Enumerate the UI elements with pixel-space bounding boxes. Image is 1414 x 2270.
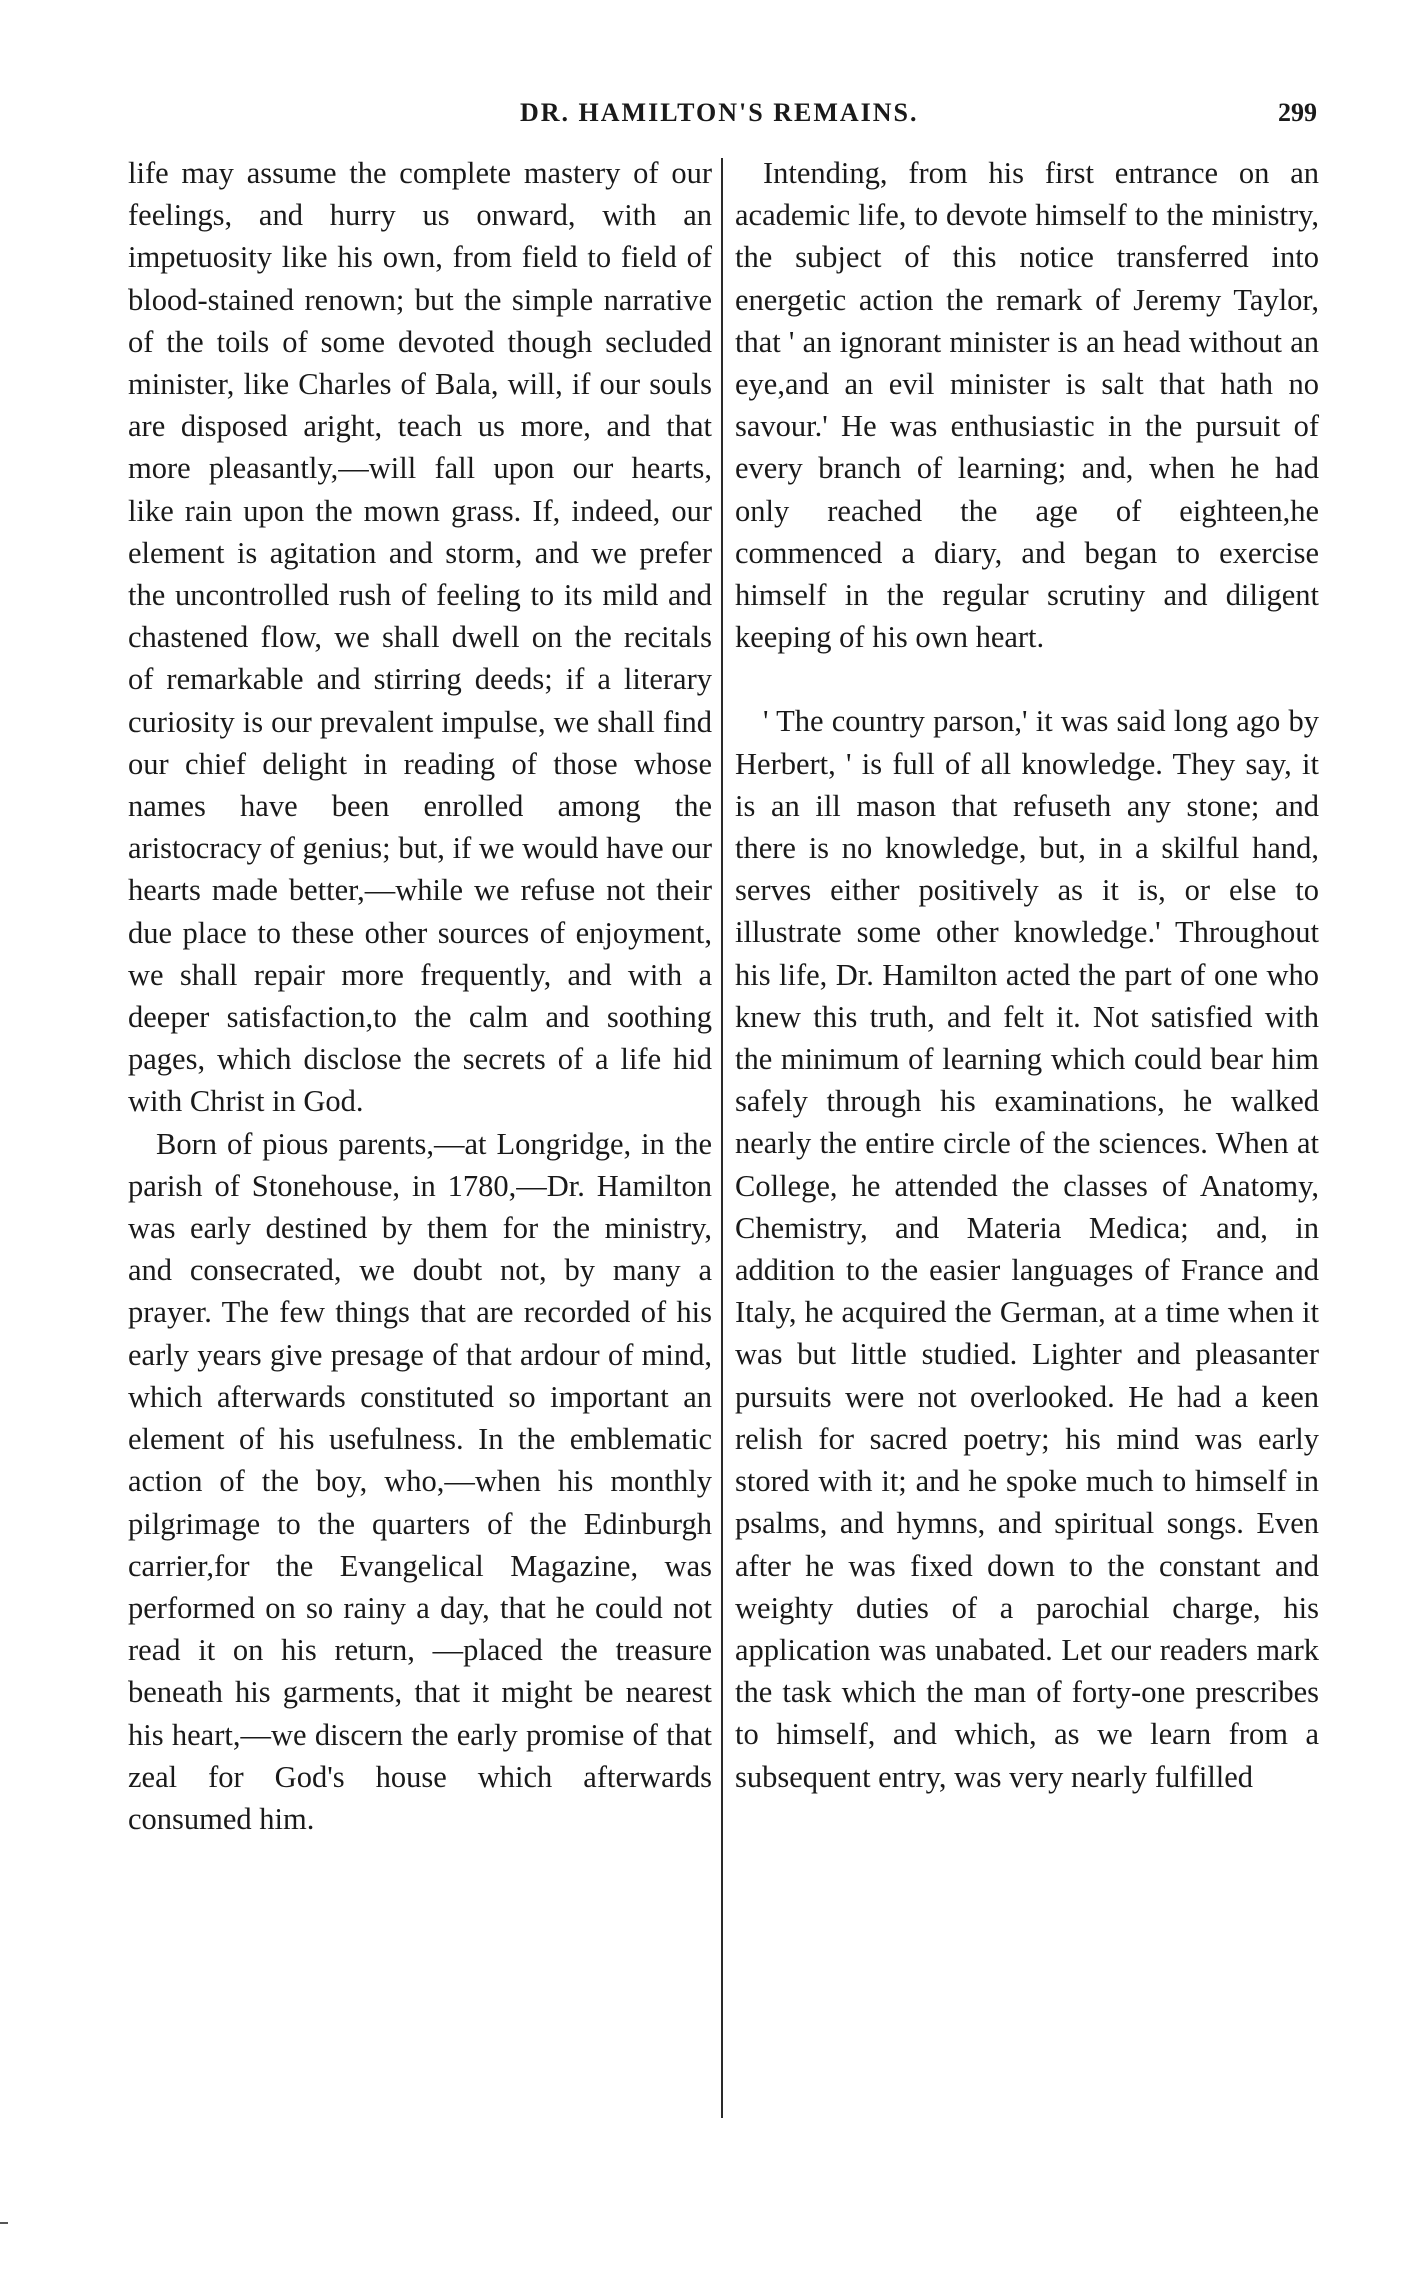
left-paragraph-2: Born of pious parents,—at Longridge, in the parish of Stonehouse, in 1780,—Dr. Hamilton was early destined by them for the ministry, and consecrated, we doubt not, by many a prayer. The few things that are recorded of his early years give presage of that ardour of mind, which afterwards constituted so important an element of his usefulness. In the emblematic action of the boy, who,—when his monthly pilgrimage to the quarters of the Edinburgh carrier,for the Evangelical Magazine, was performed on so rainy a day, that he could not read it on his return, —placed the treasure beneath his garments, that it might be nearest his heart,—we discern the early promise of that zeal for God's house which afterwards consumed him.	[128, 1126, 712, 1836]
left-paragraph-1: life may assume the complete mastery of our feelings, and hurry us onward, with an impetuosity like his own, from field to field of blood-stained renown; but the simple narrative of the toils of some devoted though secluded minister, like Charles of Bala, will, if our souls are disposed aright, teach us more, and that more pleasantly,—will fall upon our hearts, like rain upon the mown grass. If, indeed, our element is agitation and storm, and we prefer the uncontrolled rush of feeling to its mild and chastened flow, we shall dwell on the recitals of remarkable and stirring deeds; if a literary curiosity is our prevalent impulse, we shall find our chief delight in reading of those whose names have been enrolled among the aristocracy of genius; but, if we would have our hearts made better,—while we refuse not their due place to these other sources of enjoyment, we shall repair more frequently, and with a deeper satisfaction,to the calm and soothing pages, which disclose the secrets of a life hid with Christ in God.	[128, 156, 712, 1119]
left-column	[128, 152, 712, 1840]
right-column	[735, 152, 1319, 1798]
running-head	[0, 98, 1414, 138]
right-paragraph-2: ' The country parson,' it was said long ago by Herbert, ' is full of all knowledge. They say, it is an ill mason that refuseth any stone; and there is no knowledge, but, in a skilful hand, serves either positively as it is, or else to illustrate some other knowledge.' Throughout his life, Dr. Hamilton acted the part of one who knew this truth, and felt it. Not satisfied with the minimum of learning which could bear him safely through his examinations, he walked nearly the entire circle of the sciences. When at College, he attended the classes of Anatomy, Chemistry, and Materia Medica; and, in addition to the easier languages of France and Italy, he acquired the German, at a time when it was but little studied. Lighter and pleasanter pursuits were not overlooked. He had a keen relish for sacred poetry; his mind was early stored with it; and he spoke much to himself in psalms, and hymns, and spiritual songs. Even after he was fixed down to the constant and weighty duties of a parochial charge, his application was unabated. Let our readers mark the task which the man of forty-one prescribes to himself, and which, as we learn from a subsequent entry, was very nearly fulfilled	[735, 704, 1319, 1794]
right-paragraph-1: Intending, from his first entrance on an academic life, to devote himself to the ministry, the subject of this notice transferred into energetic action the remark of Jeremy Taylor, that ' an ignorant minister is an head without an eye,and an evil minister is salt that hath no savour.' He was enthusiastic in the pursuit of every branch of learning; and, when he had only reached the age of eighteen,he commenced a diary, and began to exercise himself in the regular scrutiny and diligent keeping of his own heart.	[735, 156, 1319, 655]
scan-edge-mark	[0, 2222, 8, 2224]
column-divider	[721, 158, 723, 2118]
running-title: DR. HAMILTON'S REMAINS.	[520, 98, 919, 127]
page-number: 299	[1278, 98, 1317, 127]
